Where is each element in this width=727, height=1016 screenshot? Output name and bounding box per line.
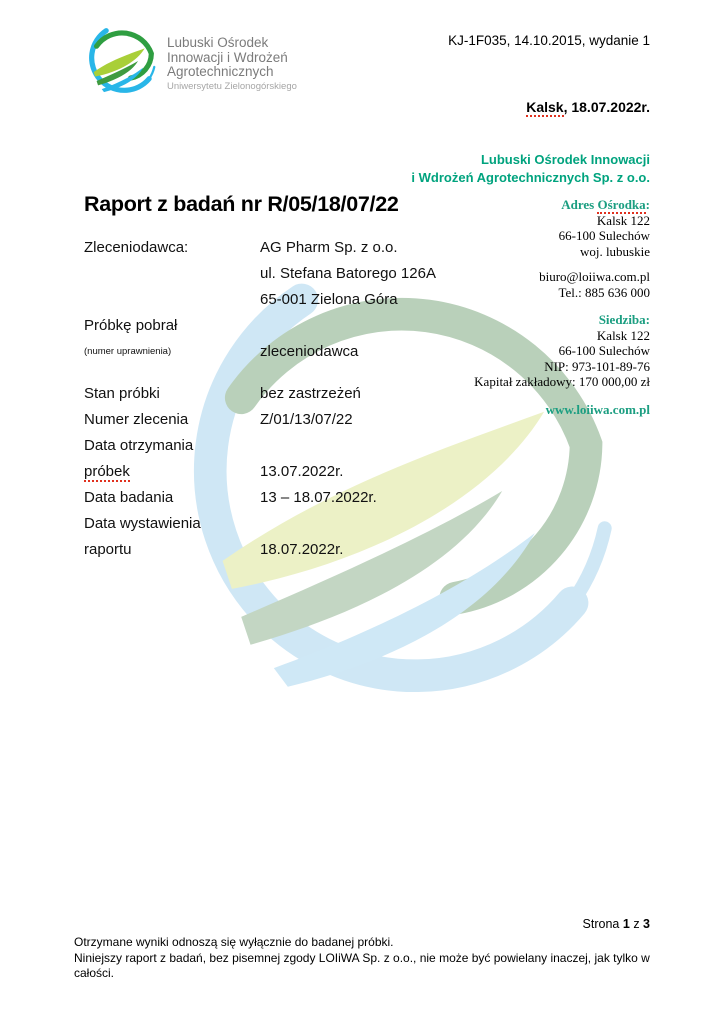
document-code: KJ-1F035, 14.10.2015, wydanie 1: [448, 33, 650, 48]
address-line: woj. lubuskie: [579, 243, 650, 259]
org-name-line-3: Agrotechnicznych: [167, 64, 274, 79]
field-label-data-wystawienia: Data wystawienia: [84, 515, 201, 532]
field-label-data-badania: Data badania: [84, 489, 174, 506]
page-total: 3: [643, 917, 650, 931]
footer-note-2: Niniejszy raport z badań, bez pisemnej zgody LOIiWA Sp. z o.o., nie może być powielany inaczej, jak tylko w całości.: [74, 950, 650, 980]
address-line: Kalsk 122: [596, 212, 650, 228]
field-label-raportu: raportu: [84, 541, 132, 558]
place-word-misspelled: Kalsk: [526, 99, 564, 115]
field-value-empty: [260, 511, 459, 537]
field-value-empty: [260, 313, 459, 339]
footer-notes: [74, 935, 674, 982]
address-line: 66-100 Sulechów: [558, 228, 650, 243]
field-value-numer-zlecenia: Z/01/13/07/22: [260, 411, 353, 428]
client-city: 65-001 Zielona Góra: [260, 291, 398, 308]
field-label-data-otrzymania: Data otrzymania: [84, 437, 194, 454]
seat-line: 66-100 Sulechów: [558, 343, 650, 358]
report-title: Raport z badań nr R/05/18/07/22: [84, 192, 399, 216]
company-name-line-1: Lubuski Ośrodek Innowacji: [480, 152, 650, 167]
field-label-stan-probki: Stan próbki: [84, 385, 160, 402]
company-name-block: [411, 151, 650, 186]
footer-note-1: Otrzymane wyniki odnoszą się wyłącznie do badanej próbki.: [74, 935, 394, 949]
fields-spacer: [84, 365, 459, 381]
address-heading: [410, 197, 650, 213]
seat-heading: Siedziba:: [598, 312, 650, 327]
address-heading-prefix: Adres: [561, 197, 595, 212]
seat-line: Kapitał zakładowy: 170 000,00 zł: [474, 374, 650, 389]
company-name-line-2: i Wdrożeń Agrotechnicznych Sp. z o.o.: [411, 169, 650, 185]
email-text: biuro@loiiwa.com.pl: [539, 269, 650, 284]
org-name-line-1: Lubuski Ośrodek: [167, 35, 269, 50]
field-value-stan-probki: bez zastrzeżeń: [260, 385, 361, 402]
address-heading-misspelled: Ośrodka: [597, 197, 646, 212]
address-heading-colon: :: [645, 197, 650, 212]
field-label-numer-zlecenia: Numer zlecenia: [84, 411, 189, 428]
page-of-label: z: [633, 917, 640, 931]
probek-misspelled: próbek: [84, 463, 130, 480]
org-name-line-2: Innowacji i Wdrożeń: [167, 49, 288, 65]
seat-line: NIP: 973-101-89-76: [544, 358, 650, 374]
page-label: Strona: [582, 917, 620, 931]
field-value-zleceniodawca: [260, 235, 459, 313]
field-label-zleceniodawca: Zleceniodawca:: [84, 239, 189, 256]
field-value-empty: [260, 433, 459, 459]
field-value-data-badania: 13 – 18.07.2022r.: [260, 489, 377, 506]
org-name-subline: Uniwersytetu Zielonogórskiego: [167, 80, 297, 92]
org-logo: [84, 24, 297, 98]
page-number: [583, 917, 650, 931]
report-fields: [84, 235, 459, 563]
field-sublabel-numer-uprawnienia: (numer uprawnienia): [84, 346, 172, 357]
field-label-probek: [84, 459, 260, 485]
org-logo-text: [167, 24, 297, 93]
website-link[interactable]: www.loiiwa.com.pl: [545, 401, 650, 417]
place-and-date: [526, 99, 650, 115]
org-logo-icon: [84, 24, 158, 98]
seat-line: Kalsk 122: [596, 327, 650, 343]
client-name: AG Pharm Sp. z o.o.: [260, 239, 398, 256]
client-street: ul. Stefana Batorego 126A: [260, 265, 436, 282]
date-text: , 18.07.2022r.: [563, 99, 650, 115]
phone-text: Tel.: 885 636 000: [558, 284, 650, 300]
page-current: 1: [622, 917, 630, 931]
field-value-probke-pobral: zleceniodawca: [260, 343, 359, 360]
field-label-probke-pobral: Próbkę pobrał: [84, 317, 178, 334]
field-value-data-wystawienia: 18.07.2022r.: [260, 541, 344, 558]
field-value-data-otrzymania: 13.07.2022r.: [260, 463, 344, 480]
